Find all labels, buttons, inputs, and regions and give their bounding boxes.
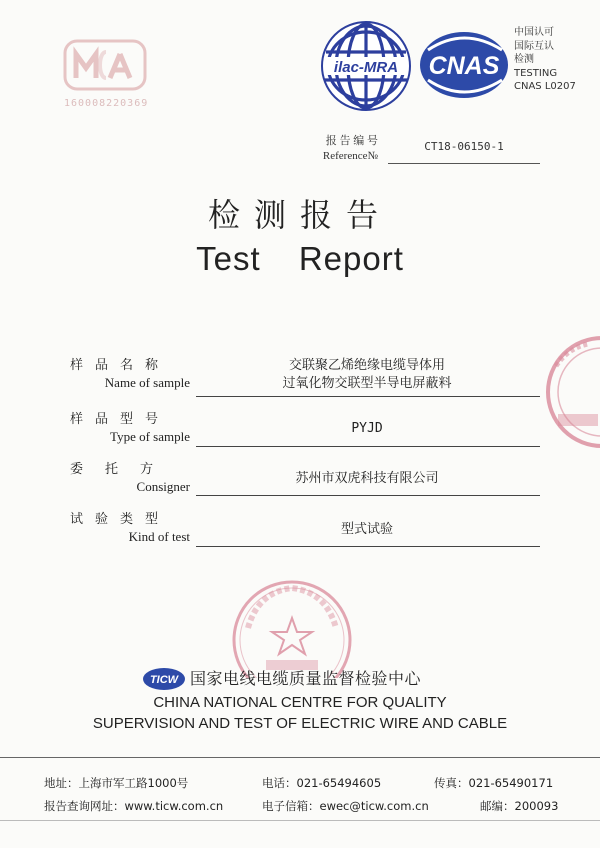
field-label-kind-of-test [62,510,190,546]
ilac-text: ilac-MRA [333,59,399,76]
reference-label-en: Reference№ [322,150,378,162]
field-label-cn: 试验类型 [70,511,171,526]
footer-zip [480,798,558,814]
field-underline [196,495,540,496]
phone-label: 电话： [262,776,297,790]
cnas-text: CNAS [428,52,500,80]
field-label-cn: 样品型号 [70,411,171,426]
footer-fax [434,775,553,791]
field-value-consigner: 苏州市双虎科技有限公司 [295,471,439,486]
field-label-name-of-sample [62,356,190,392]
reference-underline [388,163,540,164]
field-label-cn: 委托方 [70,461,176,476]
website-value: www.ticw.com.cn [124,799,224,813]
accreditation-line: 中国认可 [514,27,554,38]
ticw-text: TICW [149,674,179,686]
field-underline [196,446,540,447]
field-label-type-of-sample [62,410,190,446]
accreditation-line: TESTING [514,67,558,79]
footer-address [44,775,188,791]
reference-number: CT18-06150-1 [424,140,504,153]
field-value-name-of-sample [196,357,538,393]
footer-website [44,798,223,814]
fax-label: 传真： [434,776,469,790]
cma-number: 160008220369 [64,98,149,109]
footer-bottom-line [0,820,600,821]
phone-value: 021-65494605 [296,776,382,790]
report-title-cn: 检测报告 [207,196,392,234]
organization-name-cn: 国家电线电缆质量监督检验中心 [190,669,422,688]
report-title-en: Test Report [196,240,404,277]
footer-phone [262,775,381,791]
zip-label: 邮编： [480,799,515,813]
address-value: 上海市军工路1000号 [78,776,189,790]
footer-email [262,798,429,814]
field-value-kind-of-test: 型式试验 [340,522,393,537]
field-label-consigner [62,460,190,496]
official-seal-right [538,336,600,456]
zip-value: 200093 [514,799,559,813]
field-underline [196,546,540,547]
field-value-line: 交联聚乙烯绝缘电缆导体用 [288,358,445,373]
accreditation-line: 检测 [514,54,534,65]
accreditation-line: CNAS L0207 [514,81,576,92]
accreditation-line: 国际互认 [514,40,554,52]
field-underline [196,396,540,397]
organization-name-en-line2: SUPERVISION AND TEST OF ELECTRIC WIRE AND CABLE [92,715,508,732]
address-label: 地址： [44,776,79,790]
email-label: 电子信箱： [262,799,320,813]
email-value: ewec@ticw.com.cn [319,799,429,813]
ticw-logo [142,667,186,691]
fax-value: 021-65490171 [468,776,554,790]
field-label-cn: 样品名称 [70,357,171,372]
ilac-mra-logo [318,18,414,114]
field-value-line: 过氧化物交联型半导电屏蔽料 [282,376,452,391]
accreditation-text [514,26,576,94]
field-label-en: Name of sample [104,375,190,390]
field-label-en: Consigner [136,479,190,494]
organization-name-en-line1: CHINA NATIONAL CENTRE FOR QUALITY [153,694,447,711]
website-label: 报告查询网址： [44,799,125,813]
official-seal-center [228,578,356,678]
reference-label [318,134,378,164]
cma-seal [62,38,148,92]
footer-divider [0,757,600,758]
field-label-en: Type of sample [110,429,190,444]
reference-label-cn: 报 告 编 号 [325,135,378,147]
cnas-logo [418,30,510,100]
field-label-en: Kind of test [128,529,190,544]
field-value-type-of-sample: PYJD [351,421,383,436]
